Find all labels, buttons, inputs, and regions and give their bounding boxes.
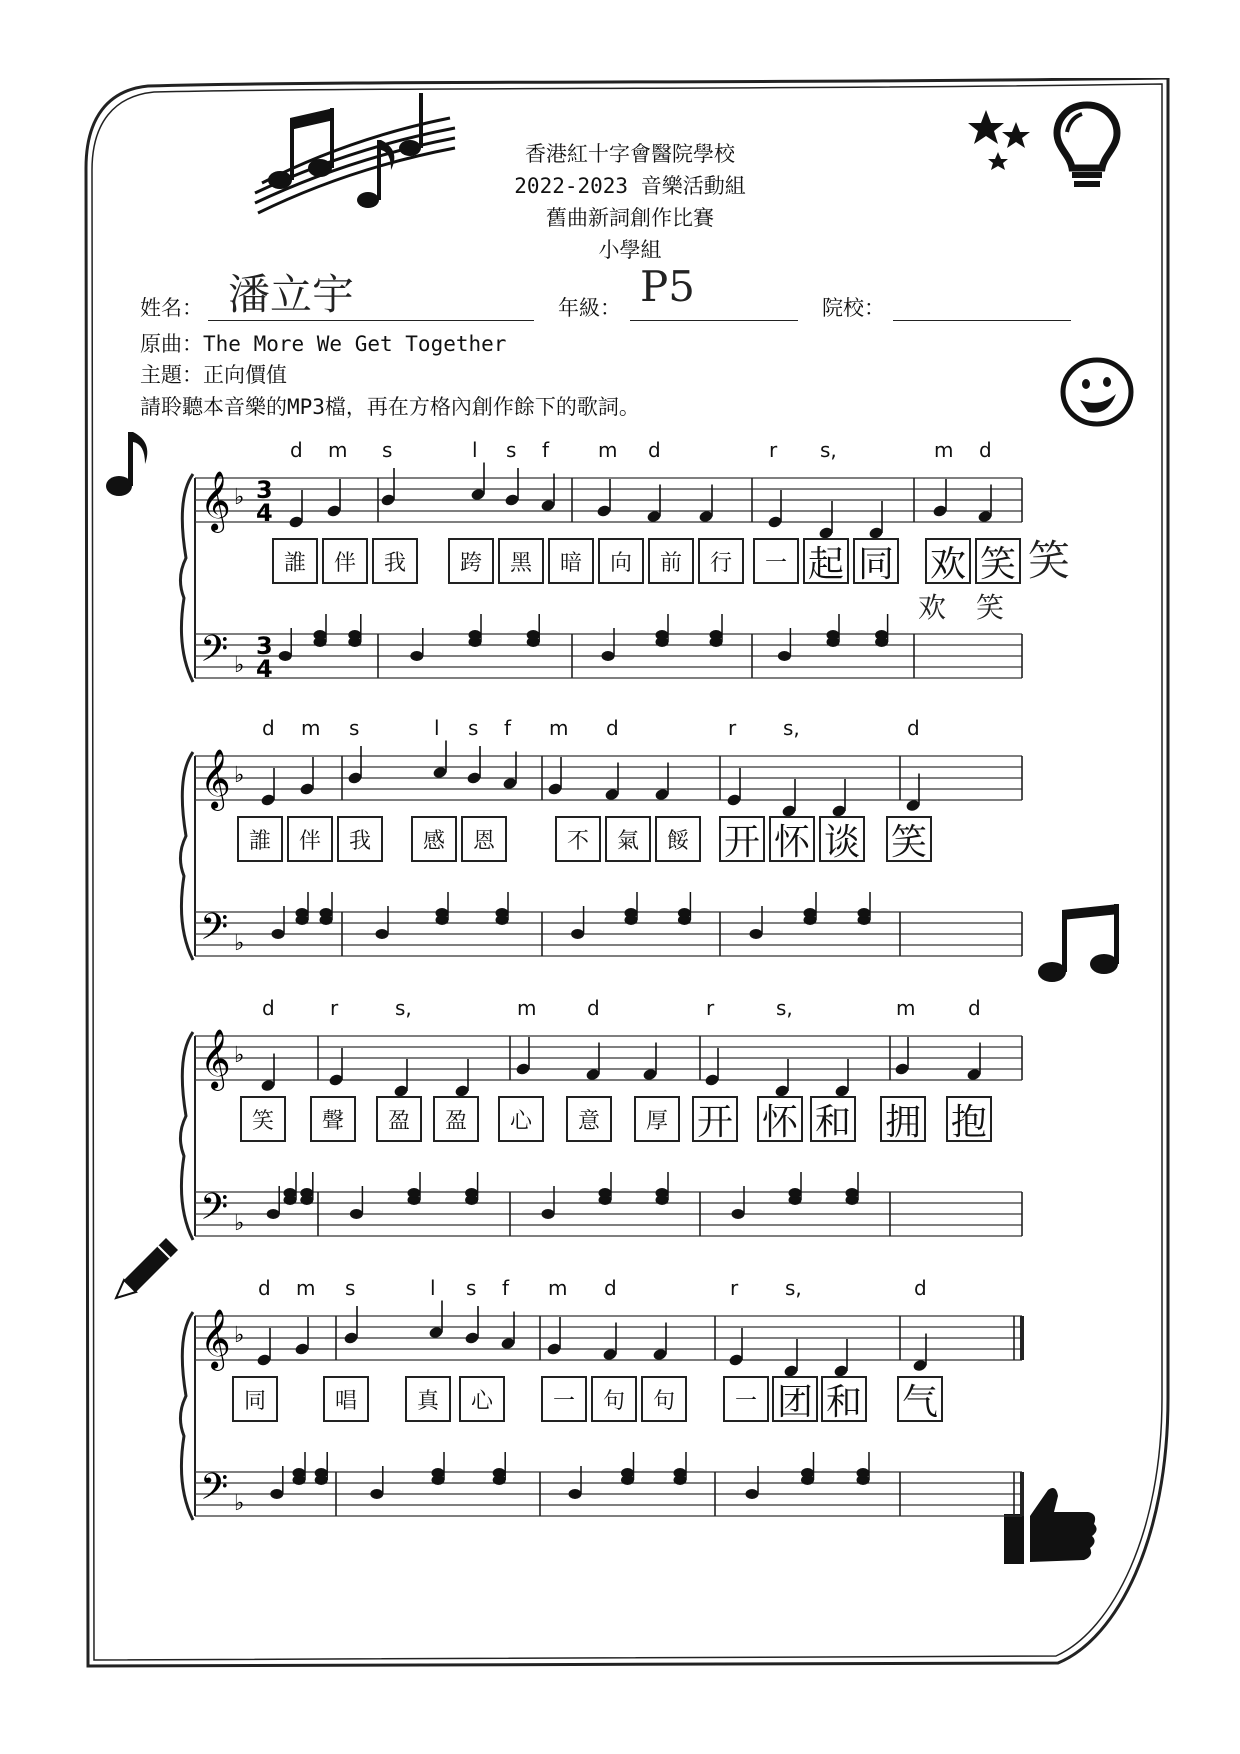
flat-sign-icon: ♭ [234, 763, 245, 788]
bass-note [789, 1188, 802, 1198]
lyric-box: 行 [698, 538, 744, 584]
lyric-box-handwritten[interactable]: 气 [897, 1376, 943, 1422]
lyric-box: 一 [753, 538, 799, 584]
lyric-box-handwritten[interactable]: 开 [719, 816, 765, 862]
lyric-box: 跨 [448, 538, 494, 584]
flat-sign-icon: ♭ [234, 1043, 245, 1068]
treble-clef-icon: 𝄞 [200, 471, 231, 531]
flat-sign-icon: ♭ [234, 931, 245, 956]
bass-clef-icon: 𝄢 [200, 1186, 229, 1237]
lyric-box-handwritten[interactable]: 笑 [886, 816, 932, 862]
solfa-syllable: s, [395, 996, 412, 1020]
bass-note [710, 630, 723, 640]
lyric-box: 盈 [433, 1096, 479, 1142]
bass-note [656, 1188, 669, 1198]
solfa-syllable: r [728, 716, 737, 740]
solfa-syllable: m [934, 438, 954, 462]
bass-clef-icon: 𝄢 [200, 1466, 229, 1517]
time-signature: 4 [256, 655, 273, 683]
lyric-box-handwritten[interactable]: 和 [821, 1376, 867, 1422]
bass-note [621, 1468, 634, 1478]
solfa-syllable: d [914, 1276, 927, 1300]
bass-note [571, 929, 584, 939]
bass-note [801, 1468, 814, 1478]
bass-note [674, 1468, 687, 1478]
grade-label: 年級： [558, 296, 621, 320]
handwritten-annotation: 笑 [1028, 536, 1071, 585]
division-label: 小學組 [598, 238, 662, 262]
treble-clef-icon: 𝄞 [200, 1309, 231, 1369]
school-label: 院校： [822, 296, 885, 320]
name-value[interactable]: 潘立宇 [228, 270, 355, 319]
flat-sign-icon: ♭ [234, 1211, 245, 1236]
flat-sign-icon: ♭ [234, 1491, 245, 1516]
solfa-syllable: m [517, 996, 537, 1020]
lyric-box: 心 [459, 1376, 505, 1422]
bass-note [300, 1188, 313, 1198]
lyric-box: 我 [372, 538, 418, 584]
solfa-syllable: m [301, 716, 321, 740]
lyric-box: 不 [555, 816, 601, 862]
bass-note [350, 1209, 363, 1219]
bass-note [625, 908, 638, 918]
bass-note [370, 1489, 383, 1499]
lyric-box-handwritten[interactable]: 拥 [880, 1096, 926, 1142]
bass-note [465, 1188, 478, 1198]
bass-note [348, 630, 361, 640]
solfa-syllable: d [907, 716, 920, 740]
competition-title: 舊曲新詞創作比賽 [546, 206, 714, 230]
solfa-syllable: m [296, 1276, 316, 1300]
bass-clef-icon: 𝄢 [200, 906, 229, 957]
lyric-box: 伴 [322, 538, 368, 584]
solfa-syllable: s, [776, 996, 793, 1020]
solfa-syllable: s [466, 1276, 477, 1300]
bass-note [602, 651, 615, 661]
solfa-syllable: s, [820, 438, 837, 462]
lyric-box: 心 [498, 1096, 544, 1142]
solfa-syllable: f [542, 438, 550, 462]
lyric-box: 同 [232, 1376, 278, 1422]
solfa-syllable: r [706, 996, 715, 1020]
lyric-box: 誰 [237, 816, 283, 862]
lyric-box: 真 [405, 1376, 451, 1422]
flat-sign-icon: ♭ [234, 653, 245, 678]
bass-note [858, 908, 871, 918]
lyric-box-handwritten[interactable]: 和 [810, 1096, 856, 1142]
solfa-syllable: r [730, 1276, 739, 1300]
lyric-box: 句 [641, 1376, 687, 1422]
treble-clef-icon: 𝄞 [200, 749, 231, 809]
bass-note [410, 651, 423, 661]
solfa-syllable: m [549, 716, 569, 740]
solfa-syllable: d [262, 996, 275, 1020]
solfa-syllable: d [606, 716, 619, 740]
bass-note [778, 651, 791, 661]
solfa-syllable: d [604, 1276, 617, 1300]
solfa-syllable: r [330, 996, 339, 1020]
bass-note [376, 929, 389, 939]
solfa-syllable: d [290, 438, 303, 462]
lyric-box: 唱 [323, 1376, 369, 1422]
flat-sign-icon: ♭ [234, 1323, 245, 1348]
lyric-box: 我 [337, 816, 383, 862]
solfa-syllable: s [349, 716, 360, 740]
lyric-box: 餒 [655, 816, 701, 862]
grade-value[interactable]: P5 [640, 262, 695, 311]
solfa-syllable: d [587, 996, 600, 1020]
solfa-syllable: l [430, 1276, 436, 1300]
solfa-syllable: s, [785, 1276, 802, 1300]
bass-note [279, 651, 292, 661]
lyric-box-handwritten[interactable]: 开 [692, 1096, 738, 1142]
lyric-box: 氣 [605, 816, 651, 862]
bass-note [732, 1209, 745, 1219]
name-label: 姓名： [140, 296, 203, 320]
brace-4 [180, 1312, 193, 1520]
school-name: 香港紅十字會醫院學校 [525, 142, 735, 166]
solfa-syllable: r [769, 438, 778, 462]
time-signature: 4 [256, 499, 273, 527]
bass-note [496, 908, 509, 918]
brace-1 [180, 474, 193, 682]
lyric-box: 伴 [287, 816, 333, 862]
lyric-box: 意 [566, 1096, 612, 1142]
solfa-syllable: m [328, 438, 348, 462]
lyric-box: 句 [591, 1376, 637, 1422]
lyric-box-handwritten[interactable]: 起 [803, 538, 849, 584]
bass-note [315, 1468, 328, 1478]
solfa-syllable: d [262, 716, 275, 740]
solfa-syllable: s [345, 1276, 356, 1300]
lyric-box: 盈 [376, 1096, 422, 1142]
lyric-box: 一 [723, 1376, 769, 1422]
solfa-syllable: s [382, 438, 393, 462]
lyric-box: 暗 [548, 538, 594, 584]
bass-note [527, 630, 540, 640]
lyric-box-handwritten[interactable]: 笑 [975, 538, 1021, 584]
lyric-box-handwritten[interactable]: 抱 [946, 1096, 992, 1142]
treble-clef-icon: 𝄞 [200, 1029, 231, 1089]
bass-note [284, 1188, 297, 1198]
solfa-syllable: m [598, 438, 618, 462]
original-song: 原曲：The More We Get Together [140, 332, 507, 356]
lyric-box: 向 [598, 538, 644, 584]
solfa-syllable: s [468, 716, 479, 740]
bass-note [320, 908, 333, 918]
bass-clef-icon: 𝄢 [200, 628, 229, 679]
solfa-syllable: m [896, 996, 916, 1020]
solfa-syllable: f [502, 1276, 510, 1300]
lyric-box-handwritten[interactable]: 怀 [769, 816, 815, 862]
time-signature: 3 [256, 476, 273, 504]
handwritten-annotation: 欢 [918, 591, 947, 624]
handwritten-annotation: 笑 [976, 591, 1005, 624]
lyric-box: 前 [648, 538, 694, 584]
solfa-syllable: s, [783, 716, 800, 740]
flat-sign-icon: ♭ [234, 485, 245, 510]
solfa-syllable: f [504, 716, 512, 740]
solfa-syllable: d [648, 438, 661, 462]
bass-note [569, 1489, 582, 1499]
lyric-box-handwritten[interactable]: 团 [772, 1376, 818, 1422]
bass-note [542, 1209, 555, 1219]
lyric-box: 感 [411, 816, 457, 862]
bass-note [296, 908, 309, 918]
instruction: 請聆聽本音樂的MP3檔，再在方格內創作餘下的歌詞。 [140, 395, 640, 419]
lyric-box: 誰 [272, 538, 318, 584]
brace-3 [180, 1032, 193, 1240]
solfa-syllable: d [979, 438, 992, 462]
solfa-syllable: d [258, 1276, 271, 1300]
lyric-box-handwritten[interactable]: 谈 [819, 816, 865, 862]
lyric-box: 恩 [461, 816, 507, 862]
theme: 主題：正向價值 [140, 363, 287, 387]
lyric-box: 笑 [240, 1096, 286, 1142]
lyric-box: 厚 [634, 1096, 680, 1142]
lyric-box: 聲 [310, 1096, 356, 1142]
bass-note [408, 1188, 421, 1198]
bass-note [272, 929, 285, 939]
bass-note [656, 630, 669, 640]
lyric-box: 黑 [498, 538, 544, 584]
brace-2 [180, 752, 193, 960]
bass-note [432, 1468, 445, 1478]
bass-note [875, 630, 888, 640]
bass-note [270, 1489, 283, 1499]
lyric-box-handwritten[interactable]: 怀 [757, 1096, 803, 1142]
lyric-box-handwritten[interactable]: 同 [853, 538, 899, 584]
bass-note [804, 908, 817, 918]
solfa-syllable: s [506, 438, 517, 462]
bass-note [857, 1468, 870, 1478]
bass-note [469, 630, 482, 640]
bass-note [493, 1468, 506, 1478]
solfa-syllable: l [472, 438, 478, 462]
bass-note [314, 630, 327, 640]
bass-note [436, 908, 449, 918]
bass-note [746, 1489, 759, 1499]
bass-note [599, 1188, 612, 1198]
time-signature: 3 [256, 632, 273, 660]
solfa-syllable: d [968, 996, 981, 1020]
bass-note [678, 908, 691, 918]
bass-note [293, 1468, 306, 1478]
solfa-syllable: m [548, 1276, 568, 1300]
lyric-box-handwritten[interactable]: 欢 [925, 538, 971, 584]
activity-year: 2022-2023 音樂活動組 [514, 174, 746, 198]
lyric-box: 一 [541, 1376, 587, 1422]
bass-note [827, 630, 840, 640]
bass-note [750, 929, 763, 939]
bass-note [846, 1188, 859, 1198]
bass-note [267, 1209, 280, 1219]
solfa-syllable: l [434, 716, 440, 740]
